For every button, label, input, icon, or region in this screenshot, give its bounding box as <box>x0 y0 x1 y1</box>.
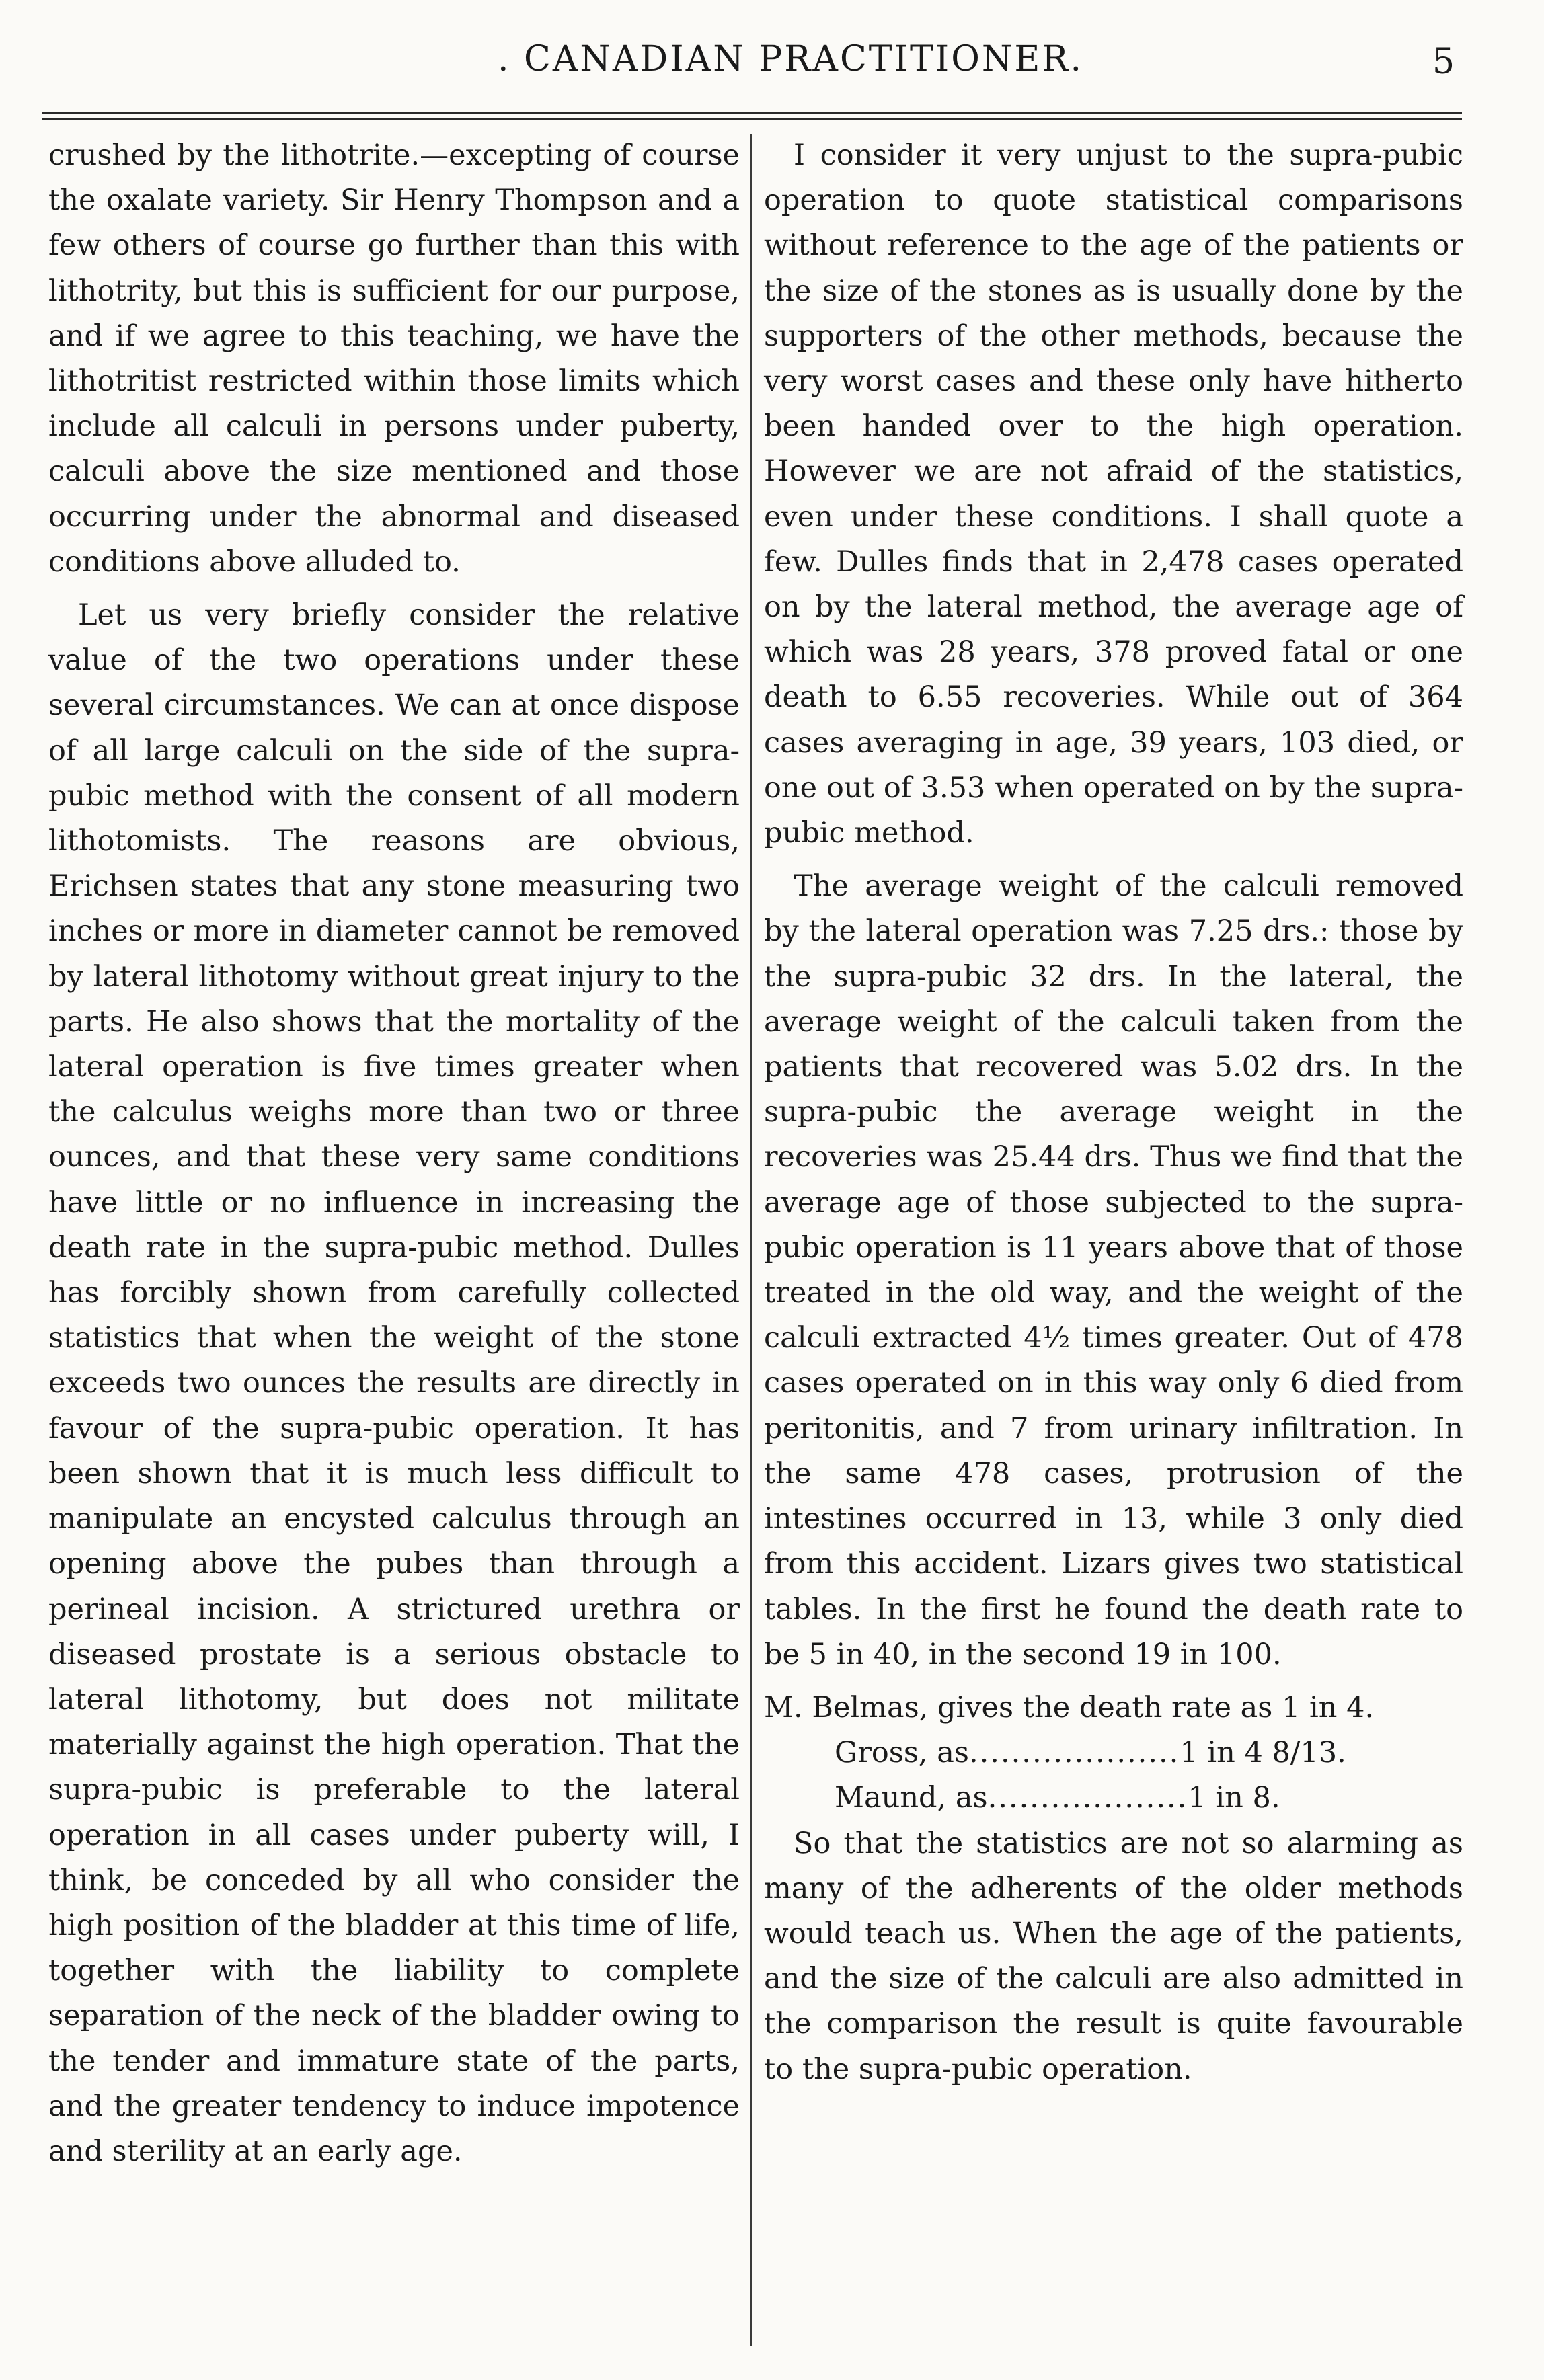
page-header <box>0 39 1544 100</box>
right-column <box>764 133 1463 2092</box>
stats-line-maund <box>764 1776 1463 1821</box>
left-paragraph-1: crushed by the lithotrite.—excepting of course the oxalate variety. Sir Henry Thompson and a few others of course go further than this with lithotrity, but this is sufficient for our purpose, and if we agree to this teaching, we have the lithotritist restricted within those limits which include all calculi in persons under puberty, calculi above the size mentioned and those occurring under the abnormal and diseased conditions above alluded to. <box>48 138 740 579</box>
right-paragraph-3: So that the statistics are not so alarming as many of the adherents of the older methods would teach us. When the age of the patients, and the size of the calculi are also admitted in the comparison the result is quite favourable to the supra-pubic operation. <box>764 1826 1463 2086</box>
maund-label: Maund, as <box>835 1781 988 1815</box>
page-number: 5 <box>1432 42 1455 82</box>
running-title: . CANADIAN PRACTITIONER. <box>498 39 1083 79</box>
right-paragraph-1: I consider it very unjust to the supra-pubic operation to quote statistical comparisons without reference to the age of the patients or the size of the stones as is usually done by the supporters of the other methods, because the very worst cases and these only have hitherto been handed over to the high operation. However we are not afraid of the statistics, even under these conditions. I shall quote a few. Dulles finds that in 2,478 cases operated on by the lateral method, the average age of which was 28 years, 378 proved fatal or one death to 6.55 recoveries. While out of 364 cases averaging in age, 39 years, 103 died, or one out of 3.53 when operated on by the supra-pubic method. <box>764 138 1463 850</box>
death-rate-list <box>764 1685 1463 1821</box>
column-divider <box>750 134 752 2346</box>
header-rule-top <box>42 112 1462 114</box>
maund-value: 1 in 8. <box>1188 1781 1280 1815</box>
stats-line-belmas: M. Belmas, gives the death rate as 1 in 4. <box>764 1690 1375 1724</box>
header-rule-bottom <box>42 118 1462 120</box>
maund-leader: ................... <box>987 1781 1188 1815</box>
gross-value: 1 in 4 8/13. <box>1180 1736 1346 1770</box>
right-paragraph-2: The average weight of the calculi removed by the lateral operation was 7.25 drs.: those by the supra-pubic 32 drs. In the lateral, the average weight of the calculi taken from the patients that recovered was 5.02 drs. In the supra-pubic the average weight in the recoveries was 25.44 drs. Thus we find that the average age of those subjected to the supra-pubic operation is 11 years above that of those treated in the old way, and the weight of the calculi extracted 4½ times greater. Out of 478 cases operated on in this way only 6 died from peritonitis, and 7 from urinary infiltration. In the same 478 cases, protrusion of the intestines occurred in 13, while 3 only died from this accident. Lizars gives two statistical tables. In the first he found the death rate to be 5 in 40, in the second 19 in 100. <box>764 869 1463 1671</box>
gross-label: Gross, as <box>835 1736 969 1770</box>
left-column <box>48 133 740 2174</box>
gross-leader: .................... <box>968 1736 1180 1770</box>
stats-line-gross <box>764 1731 1463 1776</box>
left-paragraph-2: Let us very briefly consider the relative value of the two operations under these several circumstances. We can at once dispose of all large calculi on the side of the supra-pubic method with the consent of all modern lithotomists. The reasons are obvious, Erichsen states that any stone measuring two inches or more in diameter cannot be removed by lateral lithotomy without great injury to the parts. He also shows that the mortality of the lateral operation is five times greater when the calculus weighs more than two or three ounces, and that these very same conditions have little or no influence in increasing the death rate in the supra-pubic method. Dulles has forcibly shown from carefully collected statistics that when the weight of the stone exceeds two ounces the results are directly in favour of the supra-pubic operation. It has been shown that it is much less difficult to manipulate an encysted calculus through an opening above the pubes than through a perineal incision. A strictured urethra or diseased prostate is a serious obstacle to lateral lithotomy, but does not militate materially against the high operation. That the supra-pubic is preferable to the lateral operation in all cases under puberty will, I think, be conceded by all who consider the high position of the bladder at this time of life, together with the liability to complete separation of the neck of the bladder owing to the tender and immature state of the parts, and the greater tendency to induce impotence and sterility at an early age. <box>48 598 740 2168</box>
